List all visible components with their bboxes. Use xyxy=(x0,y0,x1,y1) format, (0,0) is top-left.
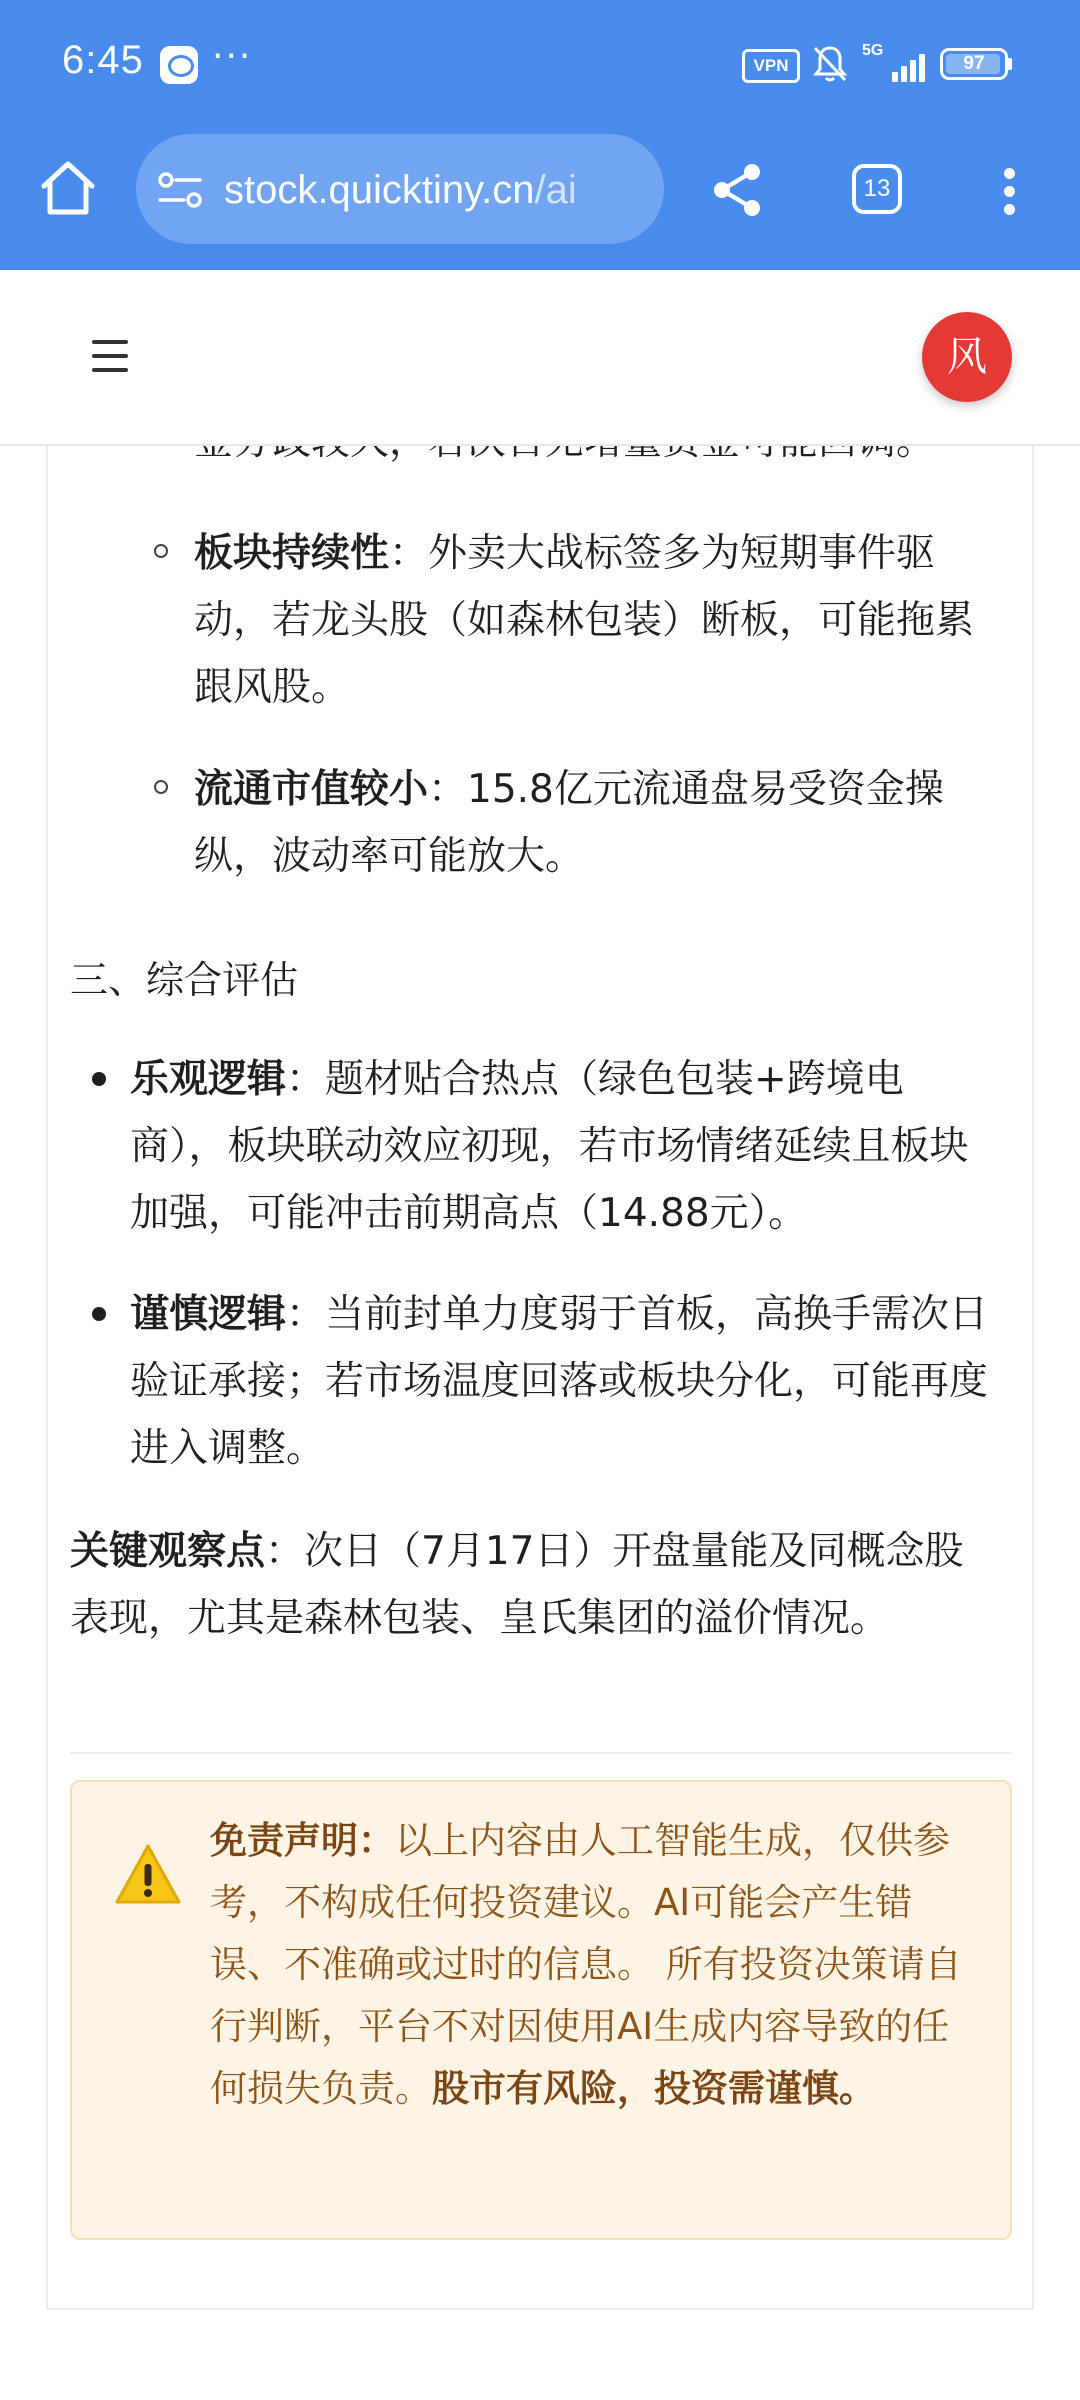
hollow-bullet-icon xyxy=(154,780,168,794)
key-observation-point xyxy=(70,1518,1000,1652)
disclaimer-emphasis: 股市有风险，投资需谨慎。 xyxy=(432,2067,876,2110)
section-heading: 三、综合评估 xyxy=(70,958,299,1002)
sub-list-item-sector-sustainability xyxy=(194,520,1000,721)
disclaimer-box xyxy=(70,1780,1012,2240)
browser-chrome xyxy=(0,0,1080,270)
network-type-label: 5G xyxy=(862,42,884,59)
item-title: 流通市值较小 xyxy=(194,767,429,812)
key-point-title: 关键观察点 xyxy=(70,1529,266,1574)
tune-icon[interactable] xyxy=(156,170,204,210)
page-header xyxy=(0,270,1080,446)
disclaimer-title: 免责声明： xyxy=(210,1819,395,1862)
url-host: stock.quicktiny.cn xyxy=(224,168,535,212)
list-item-optimistic-logic xyxy=(130,1046,996,1247)
hollow-bullet-icon xyxy=(154,544,168,558)
item-text: ：外卖大战标签多为短期事件驱动，若龙头股（如森林包装）断板，可能拖累跟风股。 xyxy=(194,531,975,710)
bullet-icon xyxy=(92,1307,106,1321)
item-text: ：当前封单力度弱于首板，高换手需次日验证承接；若市场温度回落或板块分化，可能再度进入调整。 xyxy=(130,1292,989,1471)
battery-tip xyxy=(1008,58,1012,70)
share-icon[interactable] xyxy=(708,160,768,220)
disclaimer-text xyxy=(210,1810,980,2120)
status-bar xyxy=(0,0,1080,130)
tabs-button[interactable]: 13 xyxy=(852,164,902,214)
key-point-text: ：次日（7月17日）开盘量能及同概念股表现，尤其是森林包装、皇氏集团的溢价情况。 xyxy=(70,1529,964,1641)
status-time: 6:45 xyxy=(62,38,144,82)
url-text[interactable] xyxy=(224,162,652,218)
chat-notification-icon xyxy=(160,46,198,84)
address-bar[interactable] xyxy=(136,134,664,244)
bullet-icon xyxy=(92,1072,106,1086)
hamburger-menu-icon[interactable] xyxy=(92,338,132,374)
home-icon[interactable] xyxy=(36,156,100,220)
sub-list-item-small-float-cap xyxy=(194,756,1000,890)
bell-off-icon xyxy=(812,44,848,84)
item-text: ：题材贴合热点（绿色包装+跨境电商），板块联动效应初现，若市场情绪延续且板块加强，可能冲击前期高点（14.88元）。 xyxy=(130,1057,969,1236)
more-notifications-icon: ··· xyxy=(212,36,253,77)
avatar[interactable]: 风 xyxy=(922,312,1012,402)
url-path: /ai xyxy=(534,168,577,212)
disclaimer-body: 以上内容由人工智能生成，仅供参考，不构成任何投资建议。AI可能会产生错误、不准确或过时的信息。 所有投资决策请自行判断，平台不对因使用AI生成内容导致的任何损失负责。 xyxy=(210,1819,962,2110)
item-title: 乐观逻辑 xyxy=(130,1057,287,1102)
browser-toolbar xyxy=(0,130,1080,270)
vpn-icon: VPN xyxy=(742,49,800,83)
divider xyxy=(70,1752,1012,1754)
battery-icon xyxy=(940,48,1008,80)
more-vert-icon[interactable] xyxy=(990,162,1030,222)
list-item-cautious-logic xyxy=(130,1281,996,1482)
item-text: ：15.8亿元流通盘易受资金操纵，波动率可能放大。 xyxy=(194,767,944,879)
cell-signal-icon xyxy=(862,42,926,86)
battery-percent: 97 xyxy=(963,53,985,74)
warning-icon xyxy=(114,1842,182,1906)
item-title: 板块持续性 xyxy=(194,531,390,576)
item-title: 谨慎逻辑 xyxy=(130,1292,287,1337)
